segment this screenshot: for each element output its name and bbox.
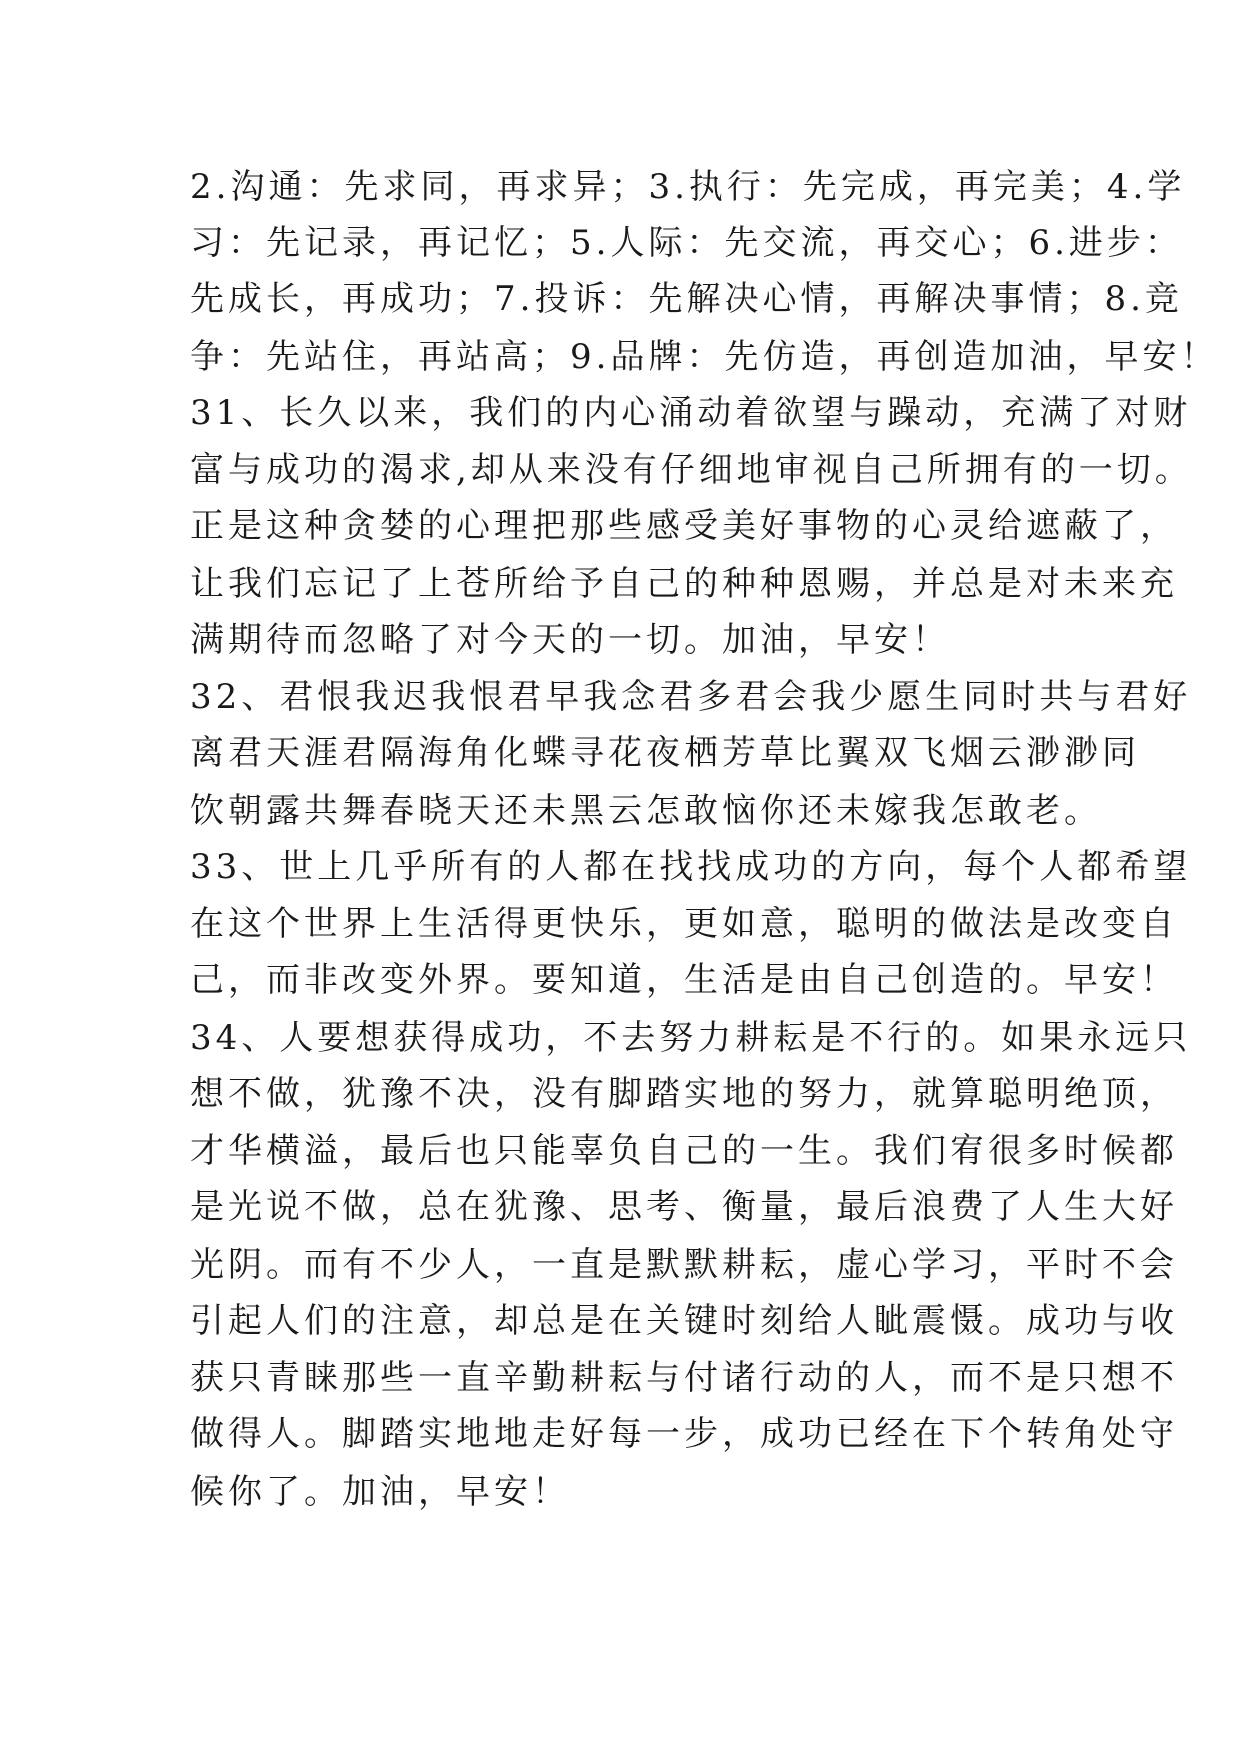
text-line: 引起人们的注意，却总是在关键时刻给人眦震慑。成功与收 (190, 1301, 1178, 1341)
text-line: 让我们忘记了上苍所给予自己的种种恩赐，并总是对未来充 (190, 564, 1178, 604)
text-line: 离君天涯君隔海角化蝶寻花夜栖芳草比翼双飞烟云渺渺同 (190, 733, 1140, 773)
text-line: 32、君恨我迟我恨君早我念君多君会我少愿生同时共与君好 (190, 677, 1192, 717)
text-line: 2.沟通：先求同，再求异；3.执行：先完成，再完美；4.学 (190, 167, 1186, 207)
text-line: 34、人要想获得成功，不去努力耕耘是不行的。如果永远只 (190, 1018, 1192, 1058)
text-line: 33、世上几乎所有的人都在找找成功的方向，每个人都希望 (190, 847, 1192, 887)
text-line: 习：先记录，再记忆；5.人际：先交流，再交心；6.进步： (190, 223, 1183, 263)
text-line: 才华横溢，最后也只能辜负自己的一生。我们宥很多时候都 (190, 1131, 1178, 1171)
text-line: 31、长久以来，我们的内心涌动着欲望与躁动，充满了对财 (190, 393, 1192, 433)
text-line: 满期待而忽略了对今天的一切。加油，早安！ (190, 620, 950, 660)
text-line: 先成长，再成功；7.投诉：先解决心情，再解决事情；8.竞 (190, 279, 1183, 319)
text-line: 饮朝露共舞春晓天还未黑云怎敢恼你还未嫁我怎敢老。 (190, 791, 1102, 831)
text-line: 是光说不做，总在犹豫、思考、衡量，最后浪费了人生大好 (190, 1187, 1178, 1227)
text-line: 获只青睐那些一直辛勤耕耘与付诸行动的人，而不是只想不 (190, 1358, 1178, 1398)
text-line: 做得人。脚踏实地地走好每一步，成功已经在下个转角处守 (190, 1414, 1178, 1454)
text-line: 己，而非改变外界。要知道，生活是由自己创造的。早安！ (190, 960, 1178, 1000)
text-line: 富与成功的渴求,却从来没有仔细地审视自己所拥有的一切。 (190, 450, 1193, 490)
text-line: 光阴。而有不少人，一直是默默耕耘，虚心学习，平时不会 (190, 1245, 1178, 1285)
text-line: 争：先站住，再站高；9.品牌：先仿造，再创造加油，早安！ (190, 337, 1219, 377)
text-line: 候你了。加油，早安！ (190, 1472, 570, 1512)
text-line: 想不做，犹豫不决，没有脚踏实地的努力，就算聪明绝顶， (190, 1074, 1178, 1114)
text-line: 正是这种贪婪的心理把那些感受美好事物的心灵给遮蔽了， (190, 506, 1178, 546)
text-line: 在这个世界上生活得更快乐，更如意，聪明的做法是改变自 (190, 904, 1178, 944)
